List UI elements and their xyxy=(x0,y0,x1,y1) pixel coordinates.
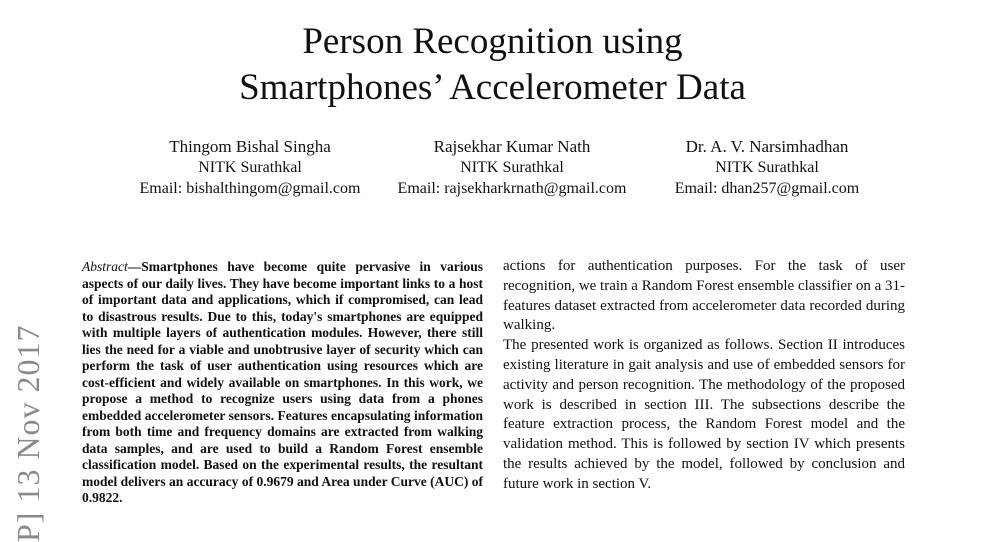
author-affiliation: NITK Surathkal xyxy=(198,159,302,176)
arxiv-stamp: P] 13 Nov 2017 xyxy=(10,324,46,542)
author-email: Email: dhan257@gmail.com xyxy=(674,180,860,197)
author-affiliation: NITK Surathkal xyxy=(715,159,819,176)
paper-title-line-2: Smartphones’ Accelerometer Data xyxy=(239,67,746,108)
author-name: Rajsekhar Kumar Nath xyxy=(433,137,591,156)
author-email: Email: bishalthingom@gmail.com xyxy=(139,180,361,197)
author-email: Email: rajsekharkrnath@gmail.com xyxy=(397,180,627,197)
author-affiliation: NITK Surathkal xyxy=(460,159,564,176)
body-column xyxy=(503,257,905,495)
abstract-label: Abstract xyxy=(82,259,128,274)
author-name: Dr. A. V. Narsimhadhan xyxy=(685,137,849,156)
body-paragraph-2: The presented work is organized as follows. Section II introduces existing literature in gait analysis and use of embedded sensors for activity and person recognition. The methodology of the proposed work is described in section III. The subsections describe the feature extraction process, the Random Forest model and the validation method. This is followed by section IV which presents the results achieved by the model, followed by conclusion and future work in section V. xyxy=(503,337,905,492)
body-paragraph-1: actions for authentication purposes. For the task of user recognition, we train a Random Forest ensemble classifier on a 31-features dataset extracted from accelerometer data recorded during walking. xyxy=(503,258,905,334)
author-name: Thingom Bishal Singha xyxy=(169,137,331,156)
paper-title-line-1: Person Recognition using xyxy=(302,21,683,62)
author-block-1 xyxy=(100,136,400,199)
abstract xyxy=(82,259,483,507)
author-block-3 xyxy=(617,136,917,199)
abstract-text: —Smartphones have become quite pervasive in various aspects of our daily lives. They have become important links to a host of important data and applications, which if compromised, can lead to disastrous results. Due to this, today's smartphones are equipped with multiple layers of authentication modules. However, there still lies the need for a viable and unobtrusive layer of security which can perform the task of user authentication using resources which are cost-efficient and widely available on smartphones. In this work, we propose a method to recognize users using data from a phones embedded accelerometer sensors. Features encapsulating information from both time and frequency domains are extracted from walking data samples, and are used to build a Random Forest ensemble classification model. Based on the experimental results, the resultant model delivers an accuracy of 0.9679 and Area under Curve (AUC) of 0.9822. xyxy=(82,259,483,505)
